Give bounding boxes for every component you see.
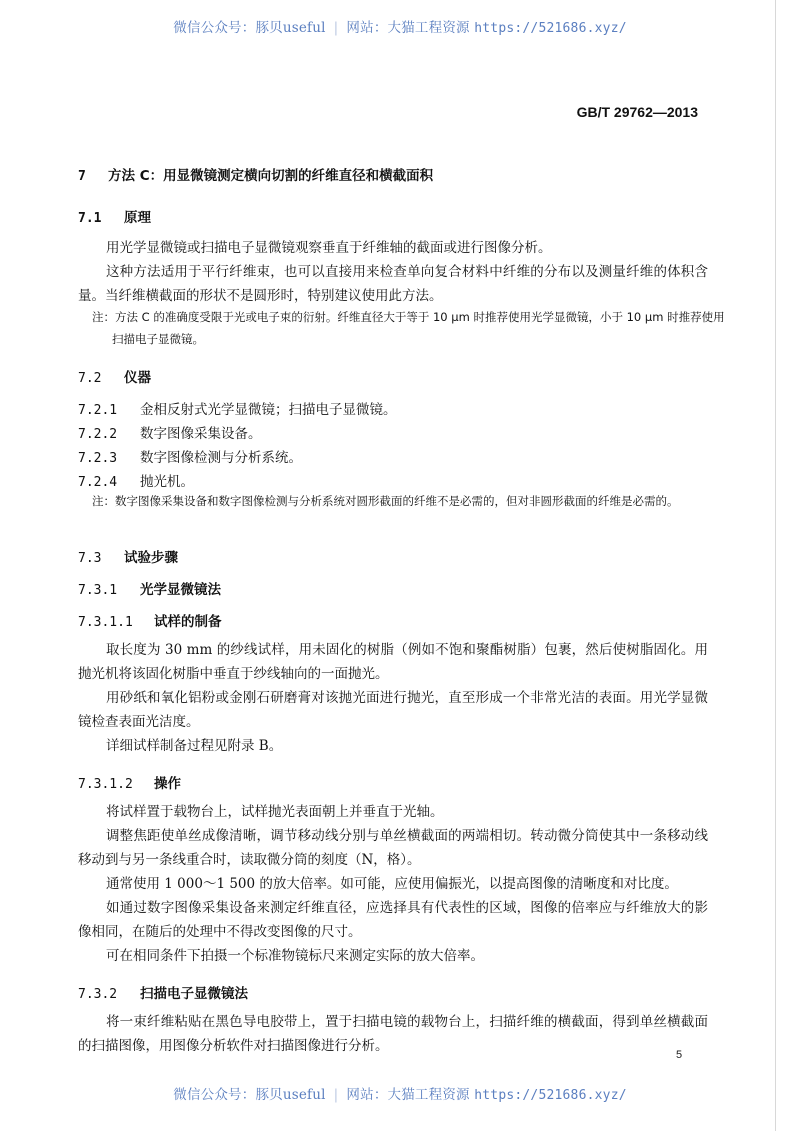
paragraph: 详细试样制备过程见附录 B。 [106, 738, 283, 754]
section-7-2-heading [78, 366, 151, 386]
section-7-3-1-2-heading [78, 772, 181, 792]
note: 注：数字图像采集设备和数字图像检测与分析系统对圆形截面的纤维不是必需的，但对非圆形截面的纤维是必需的。 [92, 494, 679, 508]
page-edge-line [775, 0, 776, 1131]
instrument-item [78, 398, 397, 418]
paragraph: 用光学显微镜或扫描电子显微镜观察垂直于纤维轴的截面或进行图像分析。 [106, 240, 552, 256]
watermark-url[interactable]: https://521686.xyz/ [474, 1088, 627, 1103]
note: 注：方法 C 的准确度受限于光或电子束的衍射。纤维直径大于等于 10 μm 时推荐使用光学显微镜，小于 10 μm 时推荐使用扫描电子显微镜。 [92, 310, 725, 346]
section-title: 方法 C：用显微镜测定横向切割的纤维直径和横截面积 [108, 168, 434, 184]
section-7-3-heading [78, 546, 178, 566]
paragraph: 用砂纸和氧化铝粉或金刚石研磨膏对该抛光面进行抛光，直至形成一个非常光洁的表面。用光学显微镜检查表面光洁度。 [78, 690, 708, 730]
item-text: 金相反射式光学显微镜；扫描电子显微镜。 [140, 402, 397, 418]
section-7-1-heading [78, 206, 151, 226]
section-number: 7.3 [78, 551, 102, 566]
watermark-account: 微信公众号：豚贝useful [173, 20, 326, 36]
item-text: 抛光机。 [140, 474, 194, 490]
section-7-3-1-heading [78, 578, 221, 598]
watermark-bottom [0, 1083, 800, 1103]
section-title: 试样的制备 [154, 614, 222, 630]
section-title: 扫描电子显微镜法 [140, 986, 248, 1002]
paragraph: 可在相同条件下拍摄一个标准物镜标尺来测定实际的放大倍率。 [106, 948, 484, 964]
watermark-site: 网站：大猫工程资源 [346, 20, 470, 36]
item-number: 7.2.3 [78, 451, 118, 466]
section-title: 操作 [154, 776, 181, 792]
section-title: 仪器 [124, 370, 151, 386]
section-number: 7.3.1 [78, 583, 118, 598]
section-number: 7.3.1.1 [78, 615, 133, 630]
paragraph: 取长度为 30 mm 的纱线试样，用未固化的树脂（例如不饱和聚酯树脂）包裹，然后使树脂固化。用抛光机将该固化树脂中垂直于纱线轴向的一面抛光。 [78, 642, 708, 682]
standard-code: GB/T 29762—2013 [576, 104, 698, 120]
item-number: 7.2.2 [78, 427, 118, 442]
watermark-separator: | [333, 1087, 339, 1103]
paragraph: 通常使用 1 000～1 500 的放大倍率。如可能，应使用偏振光，以提高图像的清晰度和对比度。 [106, 876, 678, 892]
section-number: 7.2 [78, 371, 102, 386]
watermark-url[interactable]: https://521686.xyz/ [474, 21, 627, 36]
instrument-item [78, 446, 302, 466]
paragraph: 如通过数字图像采集设备来测定纤维直径，应选择具有代表性的区域，图像的倍率应与纤维放大的影像相同，在随后的处理中不得改变图像的尺寸。 [78, 900, 708, 940]
item-text: 数字图像采集设备。 [140, 426, 262, 442]
section-title: 原理 [124, 210, 151, 226]
instrument-item [78, 422, 262, 442]
section-number: 7.3.1.2 [78, 777, 133, 792]
paragraph: 这种方法适用于平行纤维束，也可以直接用来检查单向复合材料中纤维的分布以及测量纤维的体积含量。当纤维横截面的形状不是圆形时，特别建议使用此方法。 [78, 264, 708, 304]
section-number: 7.3.2 [78, 987, 118, 1002]
item-number: 7.2.1 [78, 403, 118, 418]
section-title: 试验步骤 [124, 550, 178, 566]
watermark-separator: | [333, 20, 339, 36]
section-7-heading [78, 164, 433, 184]
watermark-top [0, 16, 800, 36]
paragraph: 将一束纤维粘贴在黑色导电胶带上，置于扫描电镜的载物台上，扫描纤维的横截面，得到单丝横截面的扫描图像，用图像分析软件对扫描图像进行分析。 [78, 1014, 708, 1054]
item-text: 数字图像检测与分析系统。 [140, 450, 302, 466]
watermark-site: 网站：大猫工程资源 [346, 1087, 470, 1103]
section-7-3-2-heading [78, 982, 248, 1002]
page-number: 5 [676, 1049, 683, 1061]
instrument-item [78, 470, 194, 490]
section-title: 光学显微镜法 [140, 582, 221, 598]
paragraph: 将试样置于载物台上，试样抛光表面朝上并垂直于光轴。 [106, 804, 444, 820]
paragraph: 调整焦距使单丝成像清晰，调节移动线分别与单丝横截面的两端相切。转动微分筒使其中一条移动线移动到与另一条线重合时，读取微分筒的刻度（N，格）。 [78, 828, 708, 868]
item-number: 7.2.4 [78, 475, 118, 490]
watermark-account: 微信公众号：豚贝useful [173, 1087, 326, 1103]
section-number: 7 [78, 169, 86, 184]
section-number: 7.1 [78, 211, 102, 226]
section-7-3-1-1-heading [78, 610, 222, 630]
